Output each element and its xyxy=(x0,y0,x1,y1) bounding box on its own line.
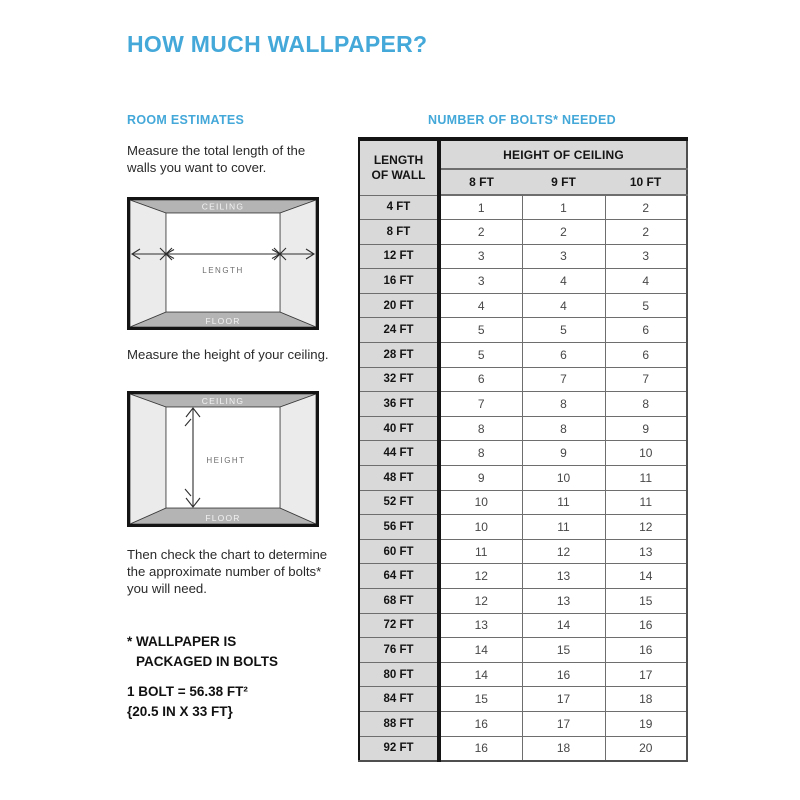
table-row xyxy=(359,564,687,589)
bolt-count-cell: 2 xyxy=(605,195,687,220)
left-wall xyxy=(130,200,166,327)
height-label: HEIGHT xyxy=(206,456,246,465)
table-row xyxy=(359,367,687,392)
bolt-count-cell: 7 xyxy=(605,367,687,392)
table-row xyxy=(359,244,687,269)
bolt-count-cell: 8 xyxy=(522,416,605,441)
wall-length-cell: 32 FT xyxy=(359,367,439,392)
wall-length-cell: 40 FT xyxy=(359,416,439,441)
table-row xyxy=(359,441,687,466)
table-row xyxy=(359,662,687,687)
table-row xyxy=(359,318,687,343)
wall-length-cell: 28 FT xyxy=(359,343,439,368)
wall-length-cell: 84 FT xyxy=(359,687,439,712)
bolt-count-cell: 14 xyxy=(439,638,522,663)
wall-length-cell: 68 FT xyxy=(359,589,439,614)
bolt-count-cell: 3 xyxy=(439,269,522,294)
floor-label: FLOOR xyxy=(205,513,241,523)
bolt-count-cell: 13 xyxy=(522,589,605,614)
table-row xyxy=(359,466,687,491)
wall-length-cell: 72 FT xyxy=(359,613,439,638)
wall-length-cell: 92 FT xyxy=(359,736,439,761)
table-row xyxy=(359,293,687,318)
bolts-table-header xyxy=(359,139,687,195)
bolt-count-cell: 13 xyxy=(439,613,522,638)
bolt-count-cell: 11 xyxy=(522,515,605,540)
bolt-count-cell: 4 xyxy=(605,269,687,294)
bolt-count-cell: 11 xyxy=(522,490,605,515)
bolt-count-cell: 10 xyxy=(439,515,522,540)
bolt-count-cell: 17 xyxy=(522,711,605,736)
bolt-count-cell: 10 xyxy=(605,441,687,466)
bolt-count-cell: 18 xyxy=(605,687,687,712)
bolt-count-cell: 2 xyxy=(605,220,687,245)
table-row xyxy=(359,589,687,614)
bolt-count-cell: 15 xyxy=(439,687,522,712)
table-row xyxy=(359,195,687,220)
bolts-table-heading: NUMBER OF BOLTS* NEEDED xyxy=(428,113,616,127)
wall-length-cell: 36 FT xyxy=(359,392,439,417)
bolt-count-cell: 14 xyxy=(439,662,522,687)
bolt-count-cell: 10 xyxy=(439,490,522,515)
wallpaper-footnote xyxy=(127,632,278,671)
bolt-count-cell: 8 xyxy=(605,392,687,417)
bolt-count-cell: 7 xyxy=(522,367,605,392)
bolt-count-cell: 12 xyxy=(439,564,522,589)
wall-length-cell: 80 FT xyxy=(359,662,439,687)
table-row xyxy=(359,392,687,417)
bolt-count-cell: 6 xyxy=(605,318,687,343)
bolt-count-cell: 13 xyxy=(522,564,605,589)
table-row xyxy=(359,269,687,294)
length-label: LENGTH xyxy=(202,266,244,275)
bolt-count-cell: 1 xyxy=(439,195,522,220)
bolt-count-cell: 9 xyxy=(522,441,605,466)
bolt-spec xyxy=(127,682,248,723)
bolt-count-cell: 11 xyxy=(605,466,687,491)
footnote-line-1: * WALLPAPER IS xyxy=(127,634,237,649)
bolt-count-cell: 11 xyxy=(439,539,522,564)
ceiling-label: CEILING xyxy=(201,396,245,406)
bolt-count-cell: 14 xyxy=(605,564,687,589)
bolt-spec-line-1: 1 BOLT = 56.38 FT² xyxy=(127,684,248,699)
bolt-count-cell: 16 xyxy=(605,613,687,638)
bolt-count-cell: 16 xyxy=(439,711,522,736)
wall-length-cell: 24 FT xyxy=(359,318,439,343)
wall-length-cell: 8 FT xyxy=(359,220,439,245)
bolt-count-cell: 6 xyxy=(522,343,605,368)
bolt-count-cell: 12 xyxy=(439,589,522,614)
bolt-count-cell: 1 xyxy=(522,195,605,220)
bolt-count-cell: 4 xyxy=(522,269,605,294)
right-wall xyxy=(280,394,316,524)
bolt-count-cell: 4 xyxy=(439,293,522,318)
back-wall xyxy=(166,213,280,312)
bolt-count-cell: 5 xyxy=(439,343,522,368)
subheader-9ft: 9 FT xyxy=(522,169,605,195)
bolt-count-cell: 16 xyxy=(439,736,522,761)
room-estimates-heading: ROOM ESTIMATES xyxy=(127,113,245,127)
table-row xyxy=(359,343,687,368)
wall-length-cell: 76 FT xyxy=(359,638,439,663)
bolt-count-cell: 16 xyxy=(605,638,687,663)
wall-length-cell: 60 FT xyxy=(359,539,439,564)
bolt-count-cell: 14 xyxy=(522,613,605,638)
bolt-count-cell: 2 xyxy=(439,220,522,245)
table-row xyxy=(359,711,687,736)
wall-length-cell: 12 FT xyxy=(359,244,439,269)
bolts-table-body xyxy=(359,195,687,761)
bolt-count-cell: 5 xyxy=(522,318,605,343)
bolt-count-cell: 3 xyxy=(439,244,522,269)
instruction-measure-height: Measure the height of your ceiling. xyxy=(127,347,329,362)
instruction-check-chart: Then check the chart to determine the approximate number of bolts* you will need. xyxy=(127,547,328,597)
table-row xyxy=(359,736,687,761)
bolt-count-cell: 16 xyxy=(522,662,605,687)
bolt-count-cell: 12 xyxy=(522,539,605,564)
bolt-count-cell: 6 xyxy=(605,343,687,368)
bolt-count-cell: 9 xyxy=(605,416,687,441)
bolt-count-cell: 19 xyxy=(605,711,687,736)
wall-length-cell: 52 FT xyxy=(359,490,439,515)
bolt-count-cell: 17 xyxy=(522,687,605,712)
page-title: HOW MUCH WALLPAPER? xyxy=(127,31,428,57)
bolt-count-cell: 11 xyxy=(605,490,687,515)
bolt-count-cell: 8 xyxy=(522,392,605,417)
bolt-count-cell: 18 xyxy=(522,736,605,761)
wall-length-cell: 16 FT xyxy=(359,269,439,294)
bolt-count-cell: 4 xyxy=(522,293,605,318)
table-row xyxy=(359,539,687,564)
bolt-count-cell: 15 xyxy=(522,638,605,663)
bolts-table xyxy=(358,137,688,762)
wall-length-cell: 4 FT xyxy=(359,195,439,220)
wall-length-cell: 48 FT xyxy=(359,466,439,491)
bolt-spec-line-2: {20.5 IN X 33 FT} xyxy=(127,704,233,720)
bolt-count-cell: 20 xyxy=(605,736,687,761)
bolt-count-cell: 5 xyxy=(605,293,687,318)
bolt-count-cell: 7 xyxy=(439,392,522,417)
table-row xyxy=(359,515,687,540)
table-row xyxy=(359,687,687,712)
bolt-count-cell: 12 xyxy=(605,515,687,540)
right-wall xyxy=(280,200,316,327)
subheader-8ft: 8 FT xyxy=(439,169,522,195)
floor-label: FLOOR xyxy=(205,316,241,326)
room-length-diagram xyxy=(127,197,319,330)
table-row xyxy=(359,638,687,663)
wall-length-header: LENGTH OF WALL xyxy=(359,139,439,195)
table-row xyxy=(359,416,687,441)
bolt-count-cell: 9 xyxy=(439,466,522,491)
table-row xyxy=(359,220,687,245)
table-row xyxy=(359,490,687,515)
bolt-count-cell: 3 xyxy=(522,244,605,269)
ceiling-height-header: HEIGHT OF CEILING xyxy=(439,139,687,169)
bolt-count-cell: 13 xyxy=(605,539,687,564)
bolt-count-cell: 2 xyxy=(522,220,605,245)
room-height-diagram xyxy=(127,391,319,527)
bolt-count-cell: 3 xyxy=(605,244,687,269)
bolt-count-cell: 8 xyxy=(439,416,522,441)
bolt-count-cell: 6 xyxy=(439,367,522,392)
bolt-count-cell: 8 xyxy=(439,441,522,466)
instruction-measure-length: Measure the total length of the walls you want to cover. xyxy=(127,143,306,176)
left-wall xyxy=(130,394,166,524)
bolt-count-cell: 15 xyxy=(605,589,687,614)
bolt-count-cell: 5 xyxy=(439,318,522,343)
bolt-count-cell: 10 xyxy=(522,466,605,491)
wall-length-cell: 56 FT xyxy=(359,515,439,540)
subheader-10ft: 10 FT xyxy=(605,169,687,195)
wall-length-cell: 20 FT xyxy=(359,293,439,318)
wall-length-cell: 44 FT xyxy=(359,441,439,466)
footnote-line-2: PACKAGED IN BOLTS xyxy=(136,653,279,669)
bolt-count-cell: 17 xyxy=(605,662,687,687)
ceiling-label: CEILING xyxy=(201,201,245,212)
table-row xyxy=(359,613,687,638)
wall-length-cell: 88 FT xyxy=(359,711,439,736)
wall-length-cell: 64 FT xyxy=(359,564,439,589)
